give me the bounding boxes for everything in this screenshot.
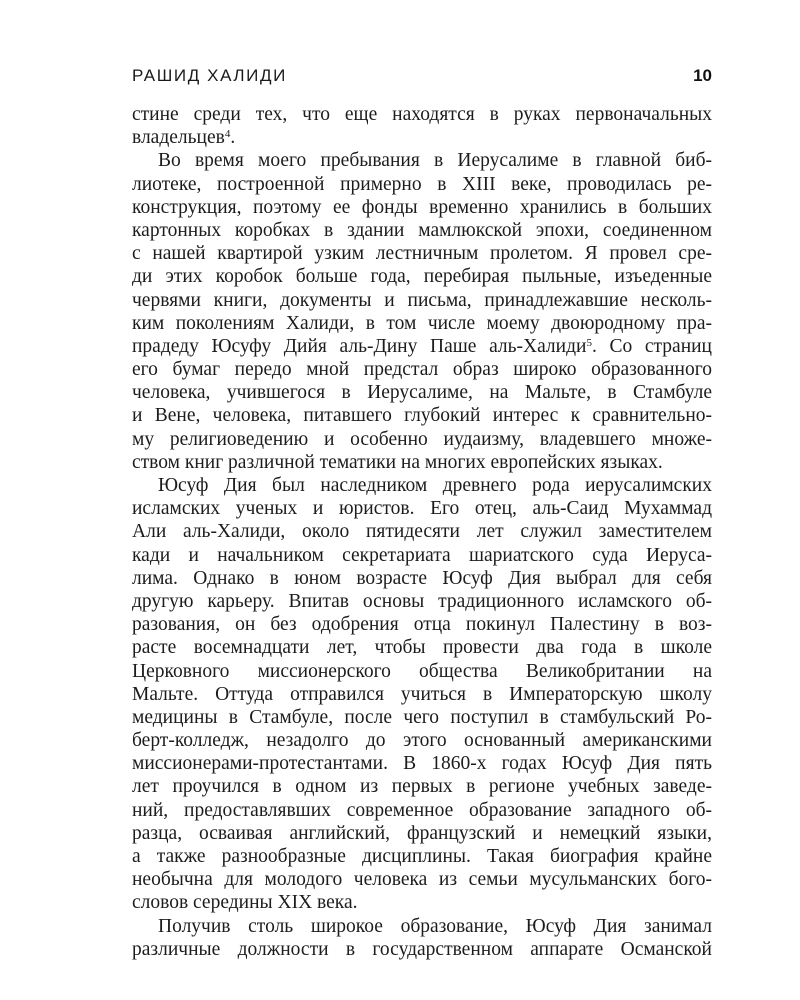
text-line: миссионерами-протестантами. В 1860-х годах Юсуф Дия пять [132,753,712,775]
running-title: РАШИД ХАЛИДИ [132,66,287,85]
text-line: Получив столь широкое образование, Юсуф Дия занимал [158,915,712,937]
text-line: кади и начальником секретариата шариатского суда Иеруса- [132,544,712,566]
text-line: его бумаг передо мной предстал образ широко образованного [132,359,712,381]
text-line: и Вене, человека, питавшего глубокий интерес к сравнительно- [132,405,712,427]
text-line: Юсуф Дия был наследником древнего рода иерусалимских [158,475,712,496]
text-line: Мальте. Оттуда отправился учиться в Императорскую школу [132,683,712,705]
text-line: человека, учившегося в Иерусалиме, на Мальте, в Стамбуле [132,382,712,404]
text-line: лима. Однако в юном возрасте Юсуф Дия выбрал для себя [132,567,712,589]
text-line: исламских ученых и юристов. Его отец, аль-Саид Мухаммад [132,498,712,520]
paragraph [132,103,712,149]
text-line: владельцев$^4$. [132,127,236,149]
text-line: му религиоведению и особенно иудаизму, владевшего множе- [132,428,712,450]
text-line: лиотеке, построенной примерно в XIII веке, проводилась ре- [132,173,712,195]
text-line: Али аль-Халиди, около пятидесяти лет служил заместителем [132,521,712,543]
text-line: ди этих коробок больше года, перебирая пыльные, изъеденные [132,266,712,288]
text-line: ким поколениям Халиди, в том числе моему двоюродному пра- [132,312,712,334]
body-text [132,103,712,961]
page-number: 10 [693,66,712,85]
text-line: Церковного миссионерского общества Великобритании на [132,660,712,682]
text-line: необычна для молодого человека из семьи мусульманских бого- [132,869,712,891]
text-line: лет проучился в одном из первых в регионе учебных заведе- [132,776,712,798]
text-line: разца, осваивая английский, французский и немецкий языки, [132,822,712,844]
paragraph [132,915,712,961]
text-line: разования, он без одобрения отца покинул Палестину в воз- [132,614,712,636]
text-line: с нашей квартирой узким лестничным пролетом. Я провел сре- [132,243,712,265]
text-line: другую карьеру. Впитав основы традиционного исламского об- [132,590,712,612]
text-line: расте восемнадцати лет, чтобы провести два года в школе [132,637,712,659]
paragraph [132,474,712,915]
text-line: медицины в Стамбуле, после чего поступил в стамбульский Ро- [132,706,712,728]
footnote-ref[interactable]: 4 [224,128,231,141]
text-line: червями книги, документы и письма, принадлежавшие несколь- [132,289,712,311]
text-line: ством книг различной тематики на многих европейских языках. [132,451,663,473]
footnote-ref[interactable]: 5 [586,336,592,349]
text-line: картонных коробках в здании мамлюкской эпохи, соединенном [132,219,712,241]
paragraph [132,149,712,474]
text-line: берт-колледж, незадолго до этого основанный американскими [132,730,712,752]
text-line: Во время моего пребывания в Иерусалиме в главной биб- [158,150,712,172]
text-line: ний, предоставлявших современное образование западного об- [132,799,712,821]
text-line: конструкция, поэтому ее фонды временно хранились в больших [132,196,712,218]
text-line: а также разнообразные дисциплины. Такая биография крайне [132,846,712,867]
text-line: стине среди тех, что еще находятся в руках первоначальных [132,104,712,125]
text-line: различные должности в государственном аппарате Османской [132,938,712,960]
text-line: словов середины XIX века. [132,892,358,914]
text-line: прадеду Юсуфу Дийя аль-Дину Паше аль-Халиди$^5$. Со страниц [132,335,712,357]
